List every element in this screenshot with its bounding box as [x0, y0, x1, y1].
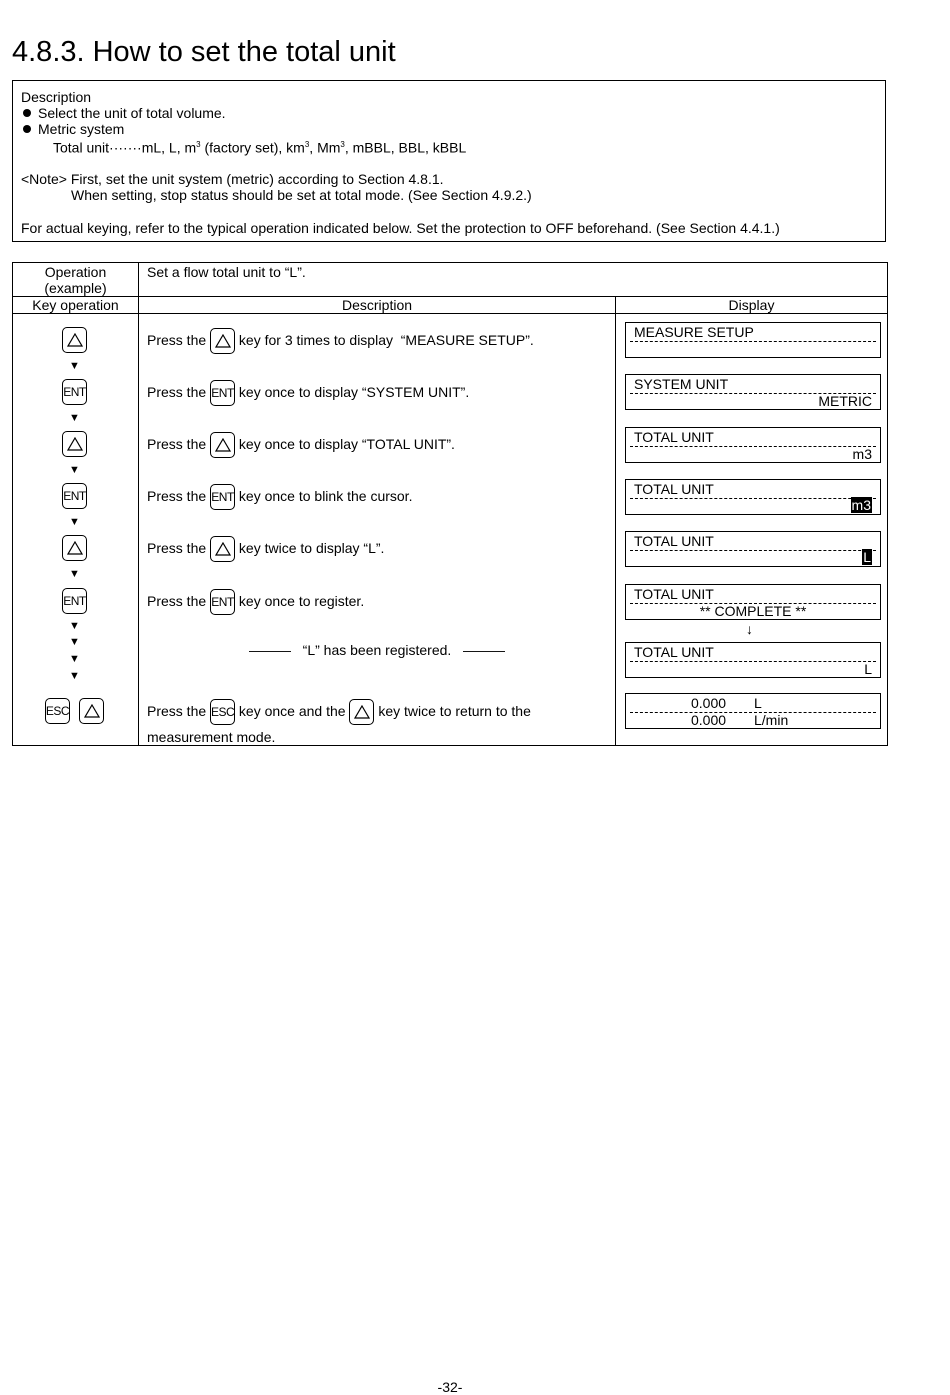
lcd-display: TOTAL UNIT L [625, 531, 881, 567]
down-arrow-icon: ▼ [69, 412, 80, 424]
down-arrow-icon: ▼ [69, 653, 80, 665]
up-triangle-icon [215, 542, 231, 556]
lcd-display: 0.000 L 0.000 L/min [625, 693, 881, 729]
step-description: Press the key for 3 times to display “MEASURE SETUP”. [147, 327, 534, 354]
column-header-description: Description [341, 297, 413, 313]
up-triangle-icon [215, 438, 231, 452]
down-arrow-icon: ▼ [69, 464, 80, 476]
description-heading: Description [21, 89, 92, 105]
up-triangle-icon [67, 541, 83, 555]
bullet-item: Select the unit of total volume. [23, 105, 226, 121]
step-description: Press the key twice to display “L”. [147, 535, 384, 562]
bullet-item: Metric system [23, 121, 124, 137]
up-key [62, 535, 87, 561]
up-key [62, 431, 87, 457]
lcd-display: SYSTEM UNIT METRIC [625, 374, 881, 410]
column-header-key: Key operation [32, 297, 119, 313]
blinking-cursor: L [863, 549, 871, 565]
note-line-1: <Note> First, set the unit system (metric) according to Section 4.8.1. [21, 171, 444, 187]
up-key [79, 698, 104, 724]
blinking-cursor: m3 [851, 497, 871, 513]
lcd-display: TOTAL UNIT ** COMPLETE ** [625, 584, 881, 620]
down-arrow-icon: ▼ [69, 516, 80, 528]
operation-header: Operation (example) [44, 264, 107, 296]
total-unit-list: Total unit·······mL, L, $m^3$ (factory set), $km^3$, Mm$^3$, mBBL, BBL, kBBL [53, 139, 467, 156]
page-title: 4.8.3. How to set the total unit [12, 36, 396, 68]
up-triangle-icon [215, 334, 231, 348]
description-box [12, 80, 886, 242]
lcd-display: TOTAL UNIT m3 [625, 479, 881, 515]
step-description: Press the ENT key once to blink the cursor. [147, 483, 412, 510]
up-triangle-icon [67, 437, 83, 451]
ent-key: ENT [62, 588, 87, 614]
bullet-icon [23, 125, 31, 133]
registered-note: ——— “L” has been registered. ——— [249, 642, 505, 658]
lcd-display: TOTAL UNIT m3 [625, 427, 881, 463]
column-header-display: Display [728, 297, 775, 313]
lcd-display: TOTAL UNIT L [625, 642, 881, 678]
description-footer: For actual keying, refer to the typical operation indicated below. Set the protection to OFF beforehand. (See Section 4.4.1.) [21, 220, 780, 236]
divider [615, 296, 616, 745]
ent-key: ENT [62, 379, 87, 405]
operation-text: Set a flow total unit to “L”. [147, 264, 306, 280]
bullet-icon [23, 109, 31, 117]
step-description-continued: measurement mode. [147, 729, 276, 745]
down-arrow-icon: ▼ [69, 360, 80, 372]
up-key [62, 327, 87, 353]
down-arrow-icon: ▼ [69, 670, 80, 682]
down-arrow-icon: ▼ [69, 620, 80, 632]
up-triangle-icon [354, 705, 370, 719]
step-description: Press the ESC key once and the key twice to return to the [147, 698, 531, 725]
divider [138, 263, 139, 745]
down-arrow-icon: ▼ [69, 568, 80, 580]
esc-key: ESC [45, 698, 70, 724]
page-number: -32- [437, 1379, 463, 1395]
up-triangle-icon [67, 333, 83, 347]
down-arrow-icon: ↓ [746, 621, 753, 637]
divider [13, 313, 887, 314]
step-description: Press the key once to display “TOTAL UNIT”. [147, 431, 455, 458]
down-arrow-icon: ▼ [69, 636, 80, 648]
note-line-2: When setting, stop status should be set at total mode. (See Section 4.9.2.) [71, 187, 532, 203]
operation-table [12, 262, 888, 746]
step-description: Press the ENT key once to display “SYSTEM UNIT”. [147, 379, 469, 406]
up-triangle-icon [84, 704, 100, 718]
ent-key: ENT [62, 483, 87, 509]
step-description: Press the ENT key once to register. [147, 588, 364, 615]
lcd-display: MEASURE SETUP [625, 322, 881, 358]
